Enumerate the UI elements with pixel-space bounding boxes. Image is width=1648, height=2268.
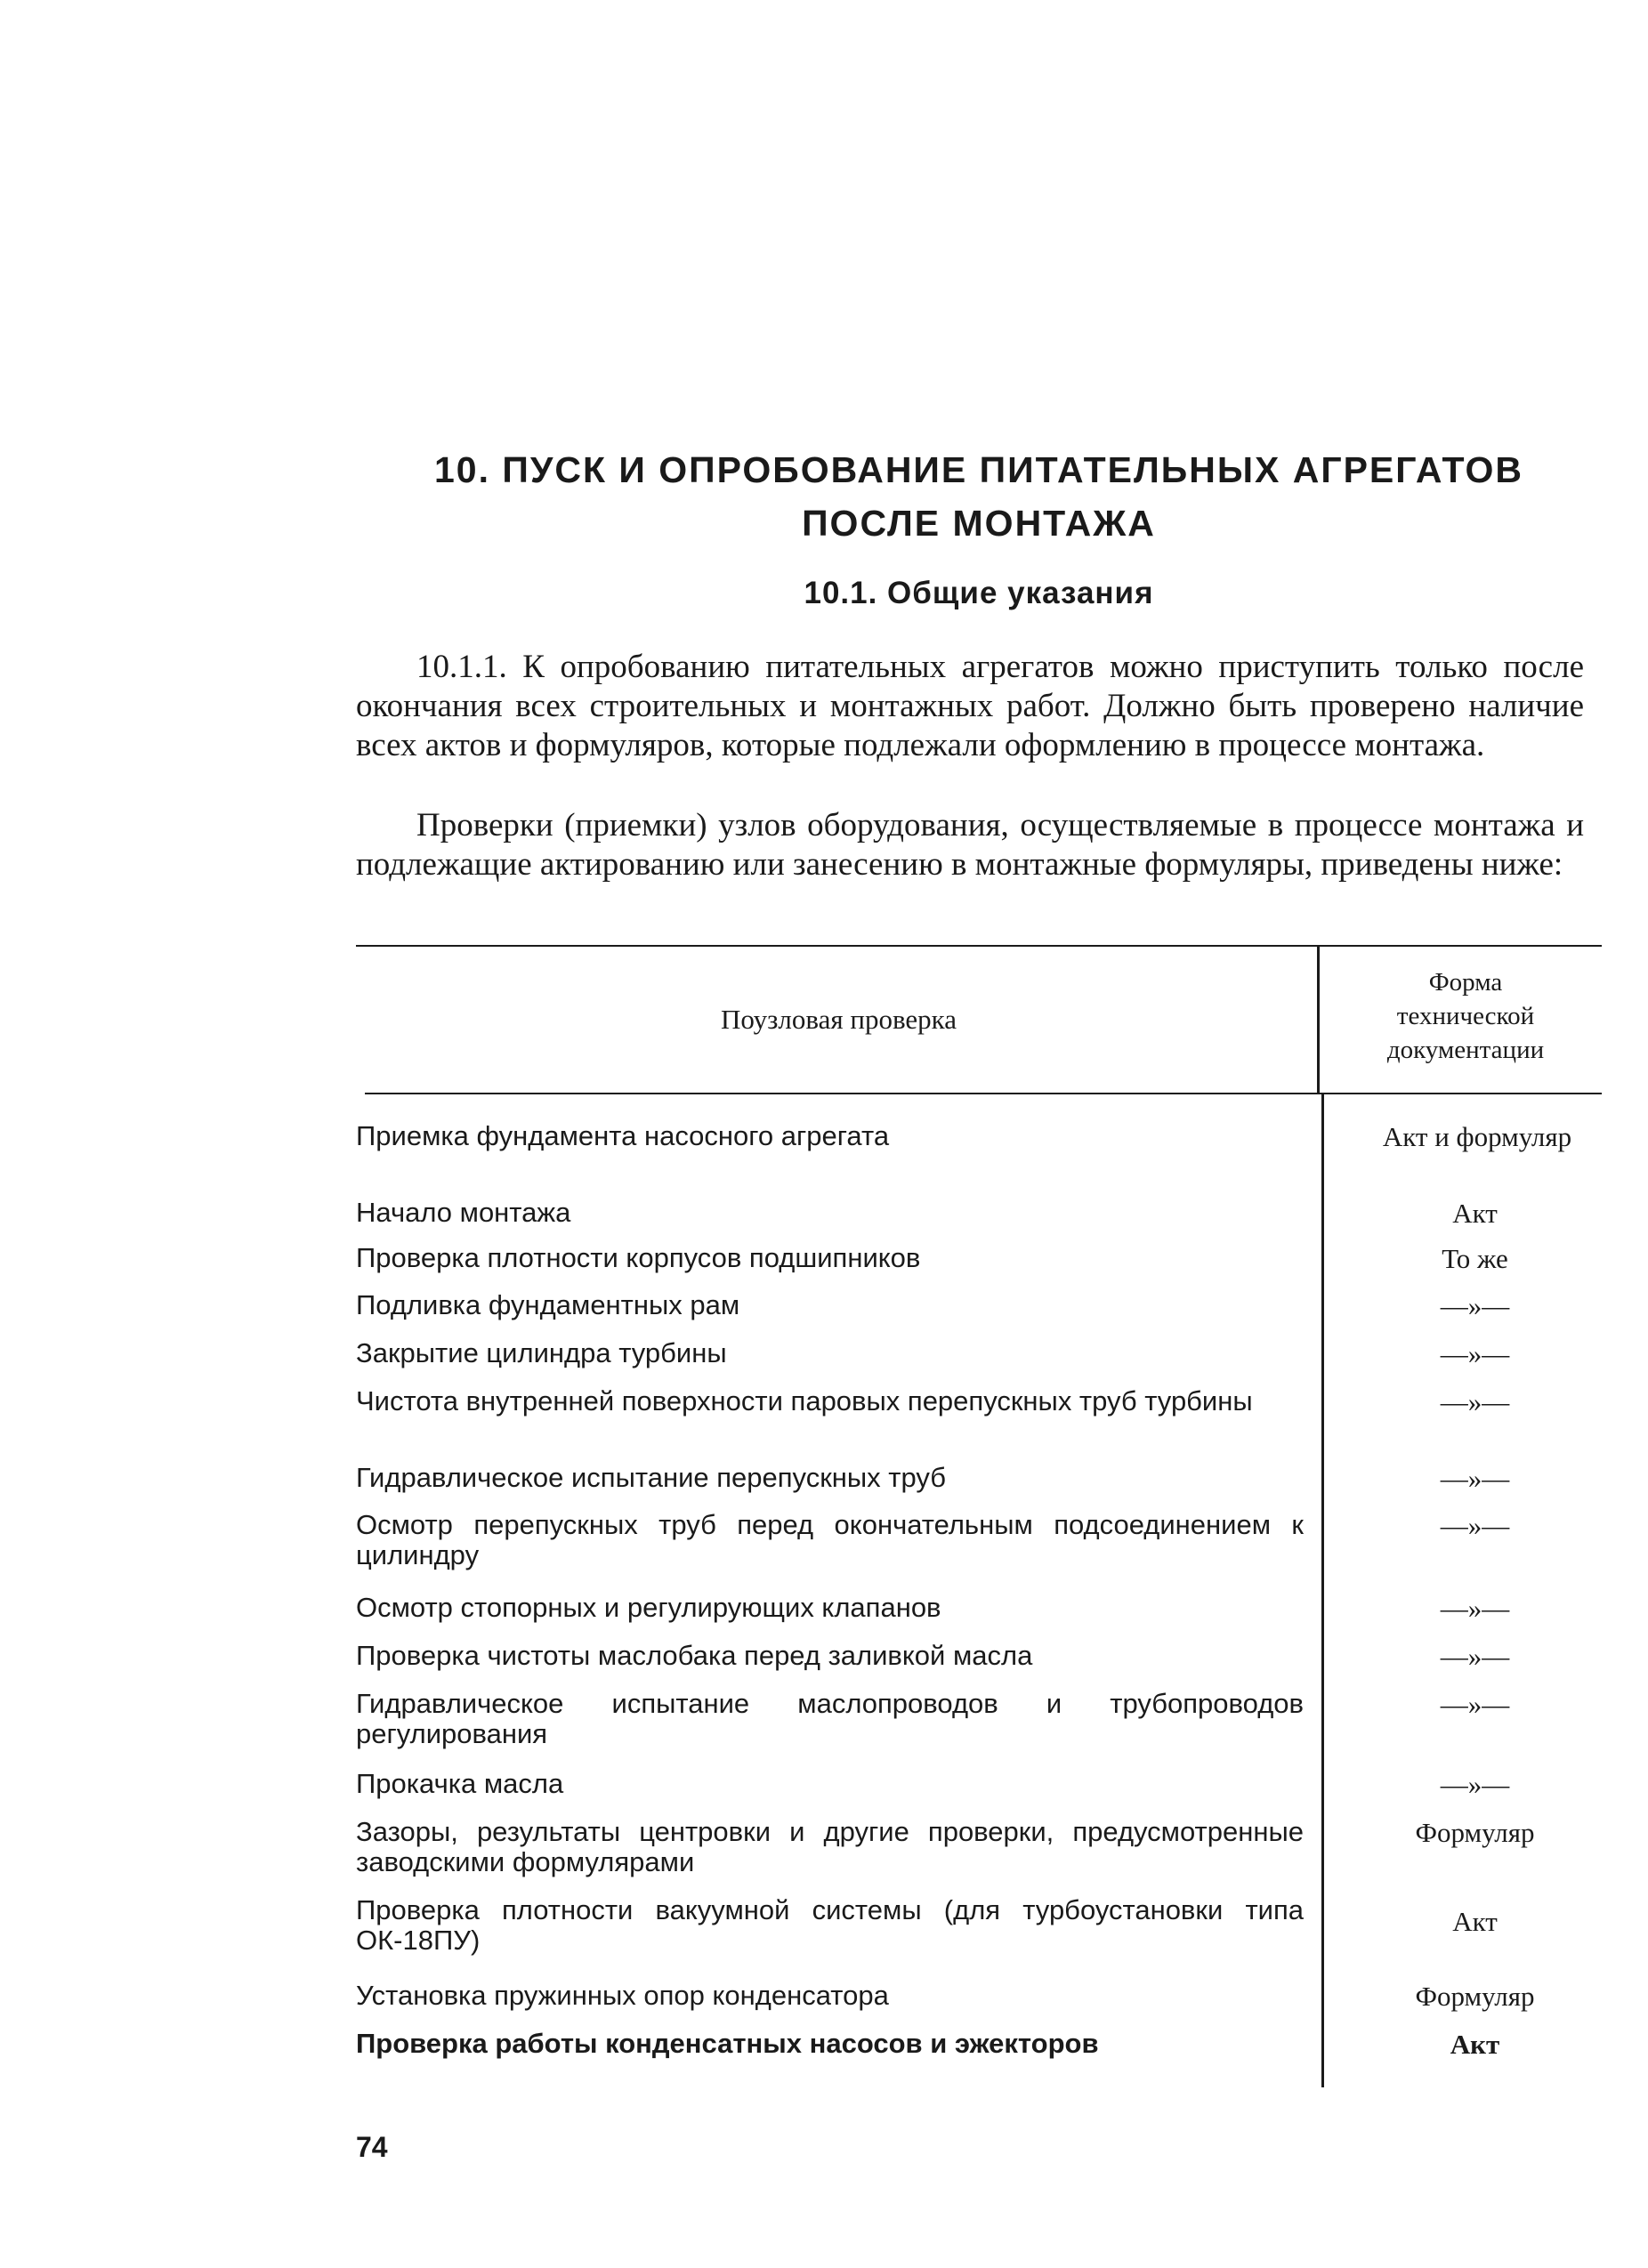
row-check: Проверка работы конденсатных насосов и эжекторов xyxy=(356,2028,1099,2059)
paragraph-2-text: Проверки (приемки) узлов оборудования, осуществляемые в процессе монтажа и подлежащие актированию или занесению в монтажные формуляры, приведены ниже: xyxy=(356,807,1584,883)
page-number: 74 xyxy=(356,2131,388,2163)
table-header-form xyxy=(1332,965,1599,1067)
row-form: —»— xyxy=(1440,1290,1510,1321)
table-header-form-line-3: документации xyxy=(1386,1036,1545,1064)
row-check: Установка пружинных опор конденсатора xyxy=(356,1980,889,2011)
row-form: —»— xyxy=(1440,1689,1510,1720)
row-check: Осмотр перепускных труб перед окончательным подсоединением к цилиндру xyxy=(356,1509,1304,1570)
row-form: —»— xyxy=(1440,1386,1510,1417)
table-header-form-line-2: технической xyxy=(1396,1002,1535,1030)
table-column-divider-body xyxy=(1321,1093,1324,2087)
table-header-divider xyxy=(365,1093,1602,1094)
row-check: Закрытие цилиндра турбины xyxy=(356,1337,727,1368)
row-form: —»— xyxy=(1440,1769,1510,1800)
row-form: —»— xyxy=(1440,1463,1510,1494)
row-check: Начало монтажа xyxy=(356,1197,571,1228)
table-top-rule xyxy=(356,945,1602,947)
row-check: Подливка фундаментных рам xyxy=(356,1289,740,1320)
row-form: Формуляр xyxy=(1415,1981,1535,2012)
chapter-title-line-2: ПОСЛЕ МОНТАЖА xyxy=(802,503,1156,544)
row-form: —»— xyxy=(1440,1641,1510,1672)
row-check: Гидравлическое испытание перепускных труб xyxy=(356,1462,946,1493)
row-check: Зазоры, результаты центровки и другие проверки, предусмотренные заводскими формулярами xyxy=(356,1816,1304,1877)
row-check: Гидравлическое испытание маслопроводов и трубопроводов регулирования xyxy=(356,1688,1304,1749)
row-form: То же xyxy=(1442,1243,1508,1274)
row-form: —»— xyxy=(1440,1510,1510,1541)
section-title: 10.1. Общие указания xyxy=(804,576,1154,610)
row-form: —»— xyxy=(1440,1338,1510,1369)
row-form: Акт xyxy=(1450,2029,1500,2060)
table-header-check: Поузловая проверка xyxy=(720,1004,957,1035)
paragraph-1 xyxy=(356,648,1584,765)
chapter-title-line-1: 10. ПУСК И ОПРОБОВАНИЕ ПИТАТЕЛЬНЫХ АГРЕГАТОВ xyxy=(433,449,1524,490)
row-form: Формуляр xyxy=(1415,1817,1535,1848)
row-form: Акт xyxy=(1452,1906,1498,1937)
row-check: Проверка плотности вакуумной системы (для турбоустановки типа ОК-18ПУ) xyxy=(356,1894,1304,1956)
row-check: Осмотр стопорных и регулирующих клапанов xyxy=(356,1592,941,1623)
row-check: Проверка плотности корпусов подшипников xyxy=(356,1242,921,1273)
paragraph-2 xyxy=(356,806,1584,884)
row-check: Прокачка масла xyxy=(356,1768,564,1799)
row-check: Проверка чистоты маслобака перед заливкой масла xyxy=(356,1640,1033,1671)
row-form: —»— xyxy=(1440,1593,1510,1624)
paragraph-1-text: 10.1.1. К опробованию питательных агрегатов можно приступить только после окончания всех строительных и монтажных работ. Должно быть проверено наличие всех актов и формуляров, которые подлежали оформлению в процессе монтажа. xyxy=(356,649,1584,763)
chapter-title xyxy=(356,443,1602,550)
table-header-form-line-1: Форма xyxy=(1428,968,1503,997)
row-check: Приемка фундамента насосного агрегата xyxy=(356,1120,890,1151)
row-form: Акт и формуляр xyxy=(1382,1121,1572,1152)
row-check: Чистота внутренней поверхности паровых перепускных труб турбины xyxy=(356,1385,1253,1416)
row-form: Акт xyxy=(1452,1198,1498,1229)
